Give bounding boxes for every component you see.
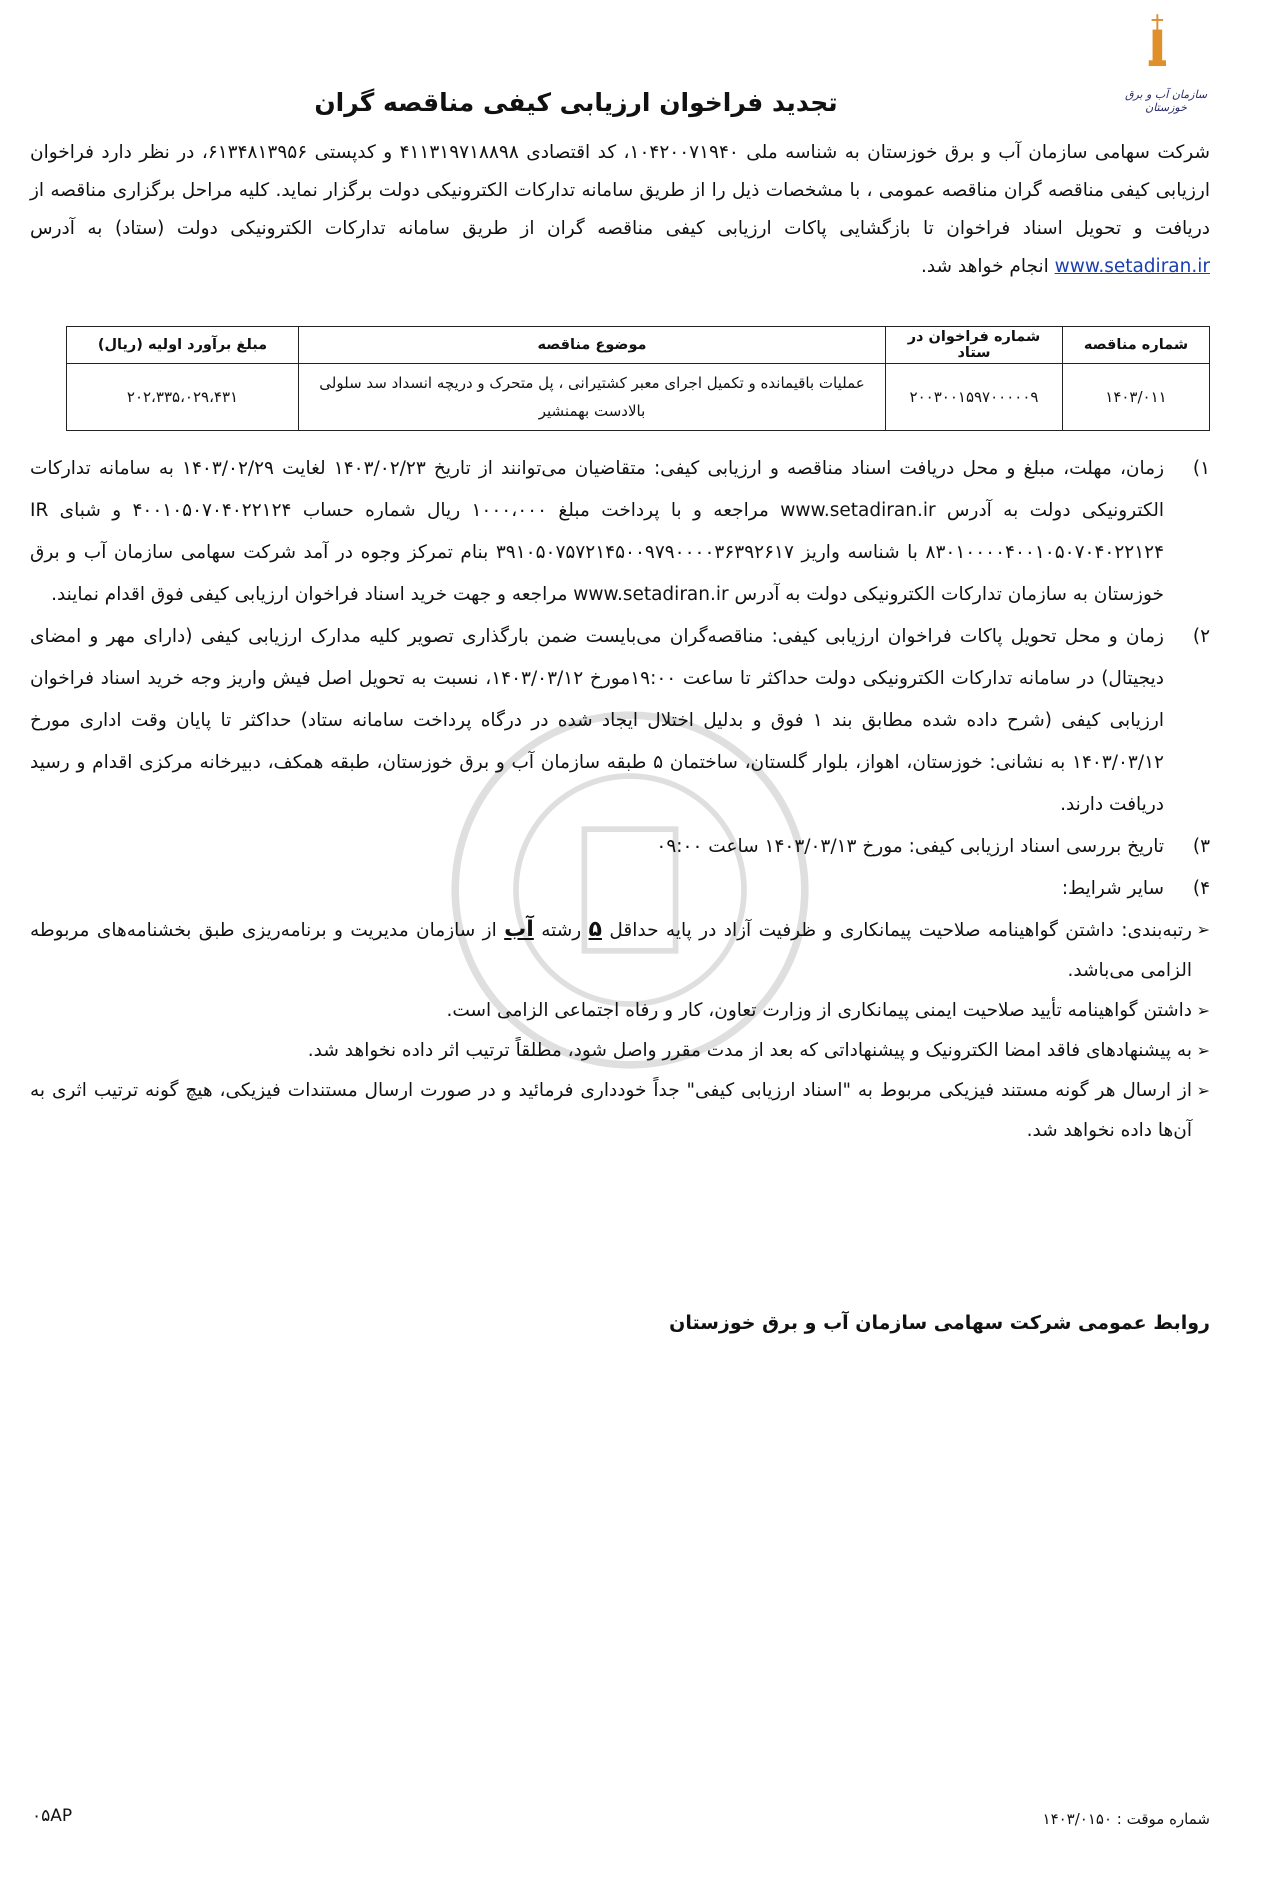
section-1 (30, 448, 1210, 616)
intro-text-end: انجام خواهد شد. (920, 256, 1049, 277)
tender-table (66, 326, 1210, 431)
section-4 (30, 868, 1210, 910)
table-row (67, 364, 1210, 431)
signature-line: روابط عمومی شرکت سهامی سازمان آب و برق خوزستان (669, 1312, 1210, 1334)
section-text: سایر شرایط: (1061, 878, 1164, 899)
section-3 (30, 826, 1210, 868)
header-call-no: شماره فراخوان در ستاد (886, 327, 1063, 364)
arrow-bullet-icon: ➢ (1196, 1041, 1210, 1060)
header-estimate: مبلغ برآورد اولیه (ریال) (67, 327, 299, 364)
section-number: ۱) (1192, 458, 1210, 479)
section-number: ۲) (1192, 626, 1210, 647)
cell-call-no: ۲۰۰۳۰۰۱۵۹۷۰۰۰۰۰۹ (886, 364, 1063, 431)
cell-estimate: ۲۰۲،۳۳۵،۰۲۹،۴۳۱ (67, 364, 299, 431)
logo-emblem-icon (1118, 4, 1214, 82)
condition-text: از ارسال هر گونه مستند فیزیکی مربوط به "اسناد ارزیابی کیفی" جداً خودداری فرمائید و در صورت ارسال مستندات فیزیکی، هیچ گونه ترتیب اثری به آن‌ها داده نخواهد شد. (30, 1080, 1192, 1141)
condition-item (30, 910, 1210, 991)
section-number: ۳) (1192, 836, 1210, 857)
cell-subject: عملیات باقیمانده و تکمیل اجرای معبر کشتیرانی ، پل متحرک و دریچه انسداد سد سلولی بالادست بهمنشیر (299, 364, 886, 431)
section-text: تاریخ بررسی اسناد ارزیابی کیفی: مورخ ۱۴۰۳/۰۳/۱۳ ساعت ۰۹:۰۰ (656, 836, 1164, 857)
arrow-bullet-icon: ➢ (1196, 1001, 1210, 1020)
field-name: آب (504, 917, 534, 942)
condition-item (30, 1071, 1210, 1151)
header-tender-no: شماره مناقصه (1063, 327, 1210, 364)
section-text: زمان و محل تحویل پاکات فراخوان ارزیابی کیفی: مناقصه‌گران می‌بایست ضمن بارگذاری تصویر کلیه مدارک ارزیابی کیفی (دارای مهر و امضای دیجیتال) در سامانه تدارکات الکترونیکی دولت حداکثر تا ساعت ۱۹:۰۰مورخ ۱۴۰۳/۰۳/۱۲، نسبت به تحویل اصل فیش واریز وجه خرید اسناد فراخوان ارزیابی کیفی (شرح داده شده مطابق بند ۱ فوق و بدلیل اختلال ایجاد شده در درگاه پرداخت سامانه ستاد) حداکثر تا پایان وقت اداری مورخ ۱۴۰۳/۰۳/۱۲ به نشانی: خوزستان، اهواز، بلوار گلستان، ساختمان ۵ طبقه سازمان آب و برق خوزستان، طبقه همکف، دبیرخانه مرکزی اقدام و رسید دریافت دارند. (30, 626, 1164, 815)
section-number: ۴) (1192, 878, 1210, 899)
header-subject: موضوع مناقصه (299, 327, 886, 364)
temporary-number: شماره موقت : ۱۴۰۳/۰۱۵۰ (1042, 1810, 1210, 1828)
grade-number: ۵ (588, 917, 602, 942)
cell-tender-no: ۱۴۰۳/۰۱۱ (1063, 364, 1210, 431)
condition-item (30, 1031, 1210, 1071)
section-2 (30, 616, 1210, 826)
condition-text: داشتن گواهینامه تأیید صلاحیت ایمنی پیمانکاری از وزارت تعاون، کار و رفاه اجتماعی الزامی است. (446, 1000, 1192, 1021)
arrow-bullet-icon: ➢ (1196, 1081, 1210, 1100)
section-text: زمان، مهلت، مبلغ و محل دریافت اسناد مناقصه و ارزیابی کیفی: متقاضیان می‌توانند از تاریخ ۱۴۰۳/۰۲/۲۳ لغایت ۱۴۰۳/۰۲/۲۹ به سامانه تدارکات الکترونیکی دولت به آدرس www.setadiran.ir مراجعه و با پرداخت مبلغ ۱۰۰۰،۰۰۰ ریال شماره حساب ۴۰۰۱۰۵۰۷۰۴۰۲۲۱۲۴ و شبای IR ۸۳۰۱۰۰۰۰۴۰۰۱۰۵۰۷۰۴۰۲۲۱۲۴ با شناسه واریز ۳۹۱۰۵۰۷۵۷۲۱۴۵۰۰۹۷۹۰۰۰۰۳۶۳۹۲۶۱۷ بنام تمرکز وجوه در آمد شرکت سهامی سازمان آب و برق خوزستان به سازمان تدارکات الکترونیکی دولت به آدرس www.setadiran.ir مراجعه و جهت خرید اسناد فراخوان ارزیابی کیفی فوق اقدام نمایند. (30, 458, 1165, 605)
condition-text: رتبه‌بندی: داشتن گواهینامه صلاحیت پیمانکاری و ظرفیت آزاد در پایه حداقل ۵ رشته آب از سازمان مدیریت و برنامه‌ریزی طبق بخشنامه‌های مربوطه الزامی می‌باشد. (30, 917, 1192, 981)
condition-text: به پیشنهادهای فاقد امضا الکترونیک و پیشنهاداتی که بعد از مدت مقرر واصل شود، مطلقاً ترتیب اثر داده نخواهد شد. (307, 1040, 1192, 1061)
footer-code: ۰۵AP (32, 1806, 73, 1826)
condition-item (30, 991, 1210, 1031)
table-header-row (67, 327, 1210, 364)
logo-caption: سازمان آب و برق خوزستان (1124, 88, 1208, 114)
setadiran-link[interactable]: www.setadiran.ir (1054, 256, 1210, 277)
arrow-bullet-icon: ➢ (1196, 920, 1210, 939)
intro-text: شرکت سهامی سازمان آب و برق خوزستان به شناسه ملی ۱۰۴۲۰۰۷۱۹۴۰، کد اقتصادی ۴۱۱۳۱۹۷۱۸۸۹۸ و کدپستی ۶۱۳۴۸۱۳۹۵۶، در نظر دارد فراخوان ارزیابی کیفی مناقصه گران مناقصه عمومی ، با مشخصات ذیل را از طریق سامانه تدارکات الکترونیکی دولت برگزار نماید. کلیه مراحل برگزاری مناقصه از دریافت و تحویل اسناد فراخوان تا بازگشایی پاکات ارزیابی کیفی مناقصه گران از طریق سامانه تدارکات الکترونیکی دولت (ستاد) به آدرس (30, 142, 1210, 239)
page-title: تجدید فراخوان ارزیابی کیفی مناقصه گران (314, 88, 838, 117)
intro-paragraph (30, 134, 1210, 286)
sections-list (30, 448, 1210, 1151)
